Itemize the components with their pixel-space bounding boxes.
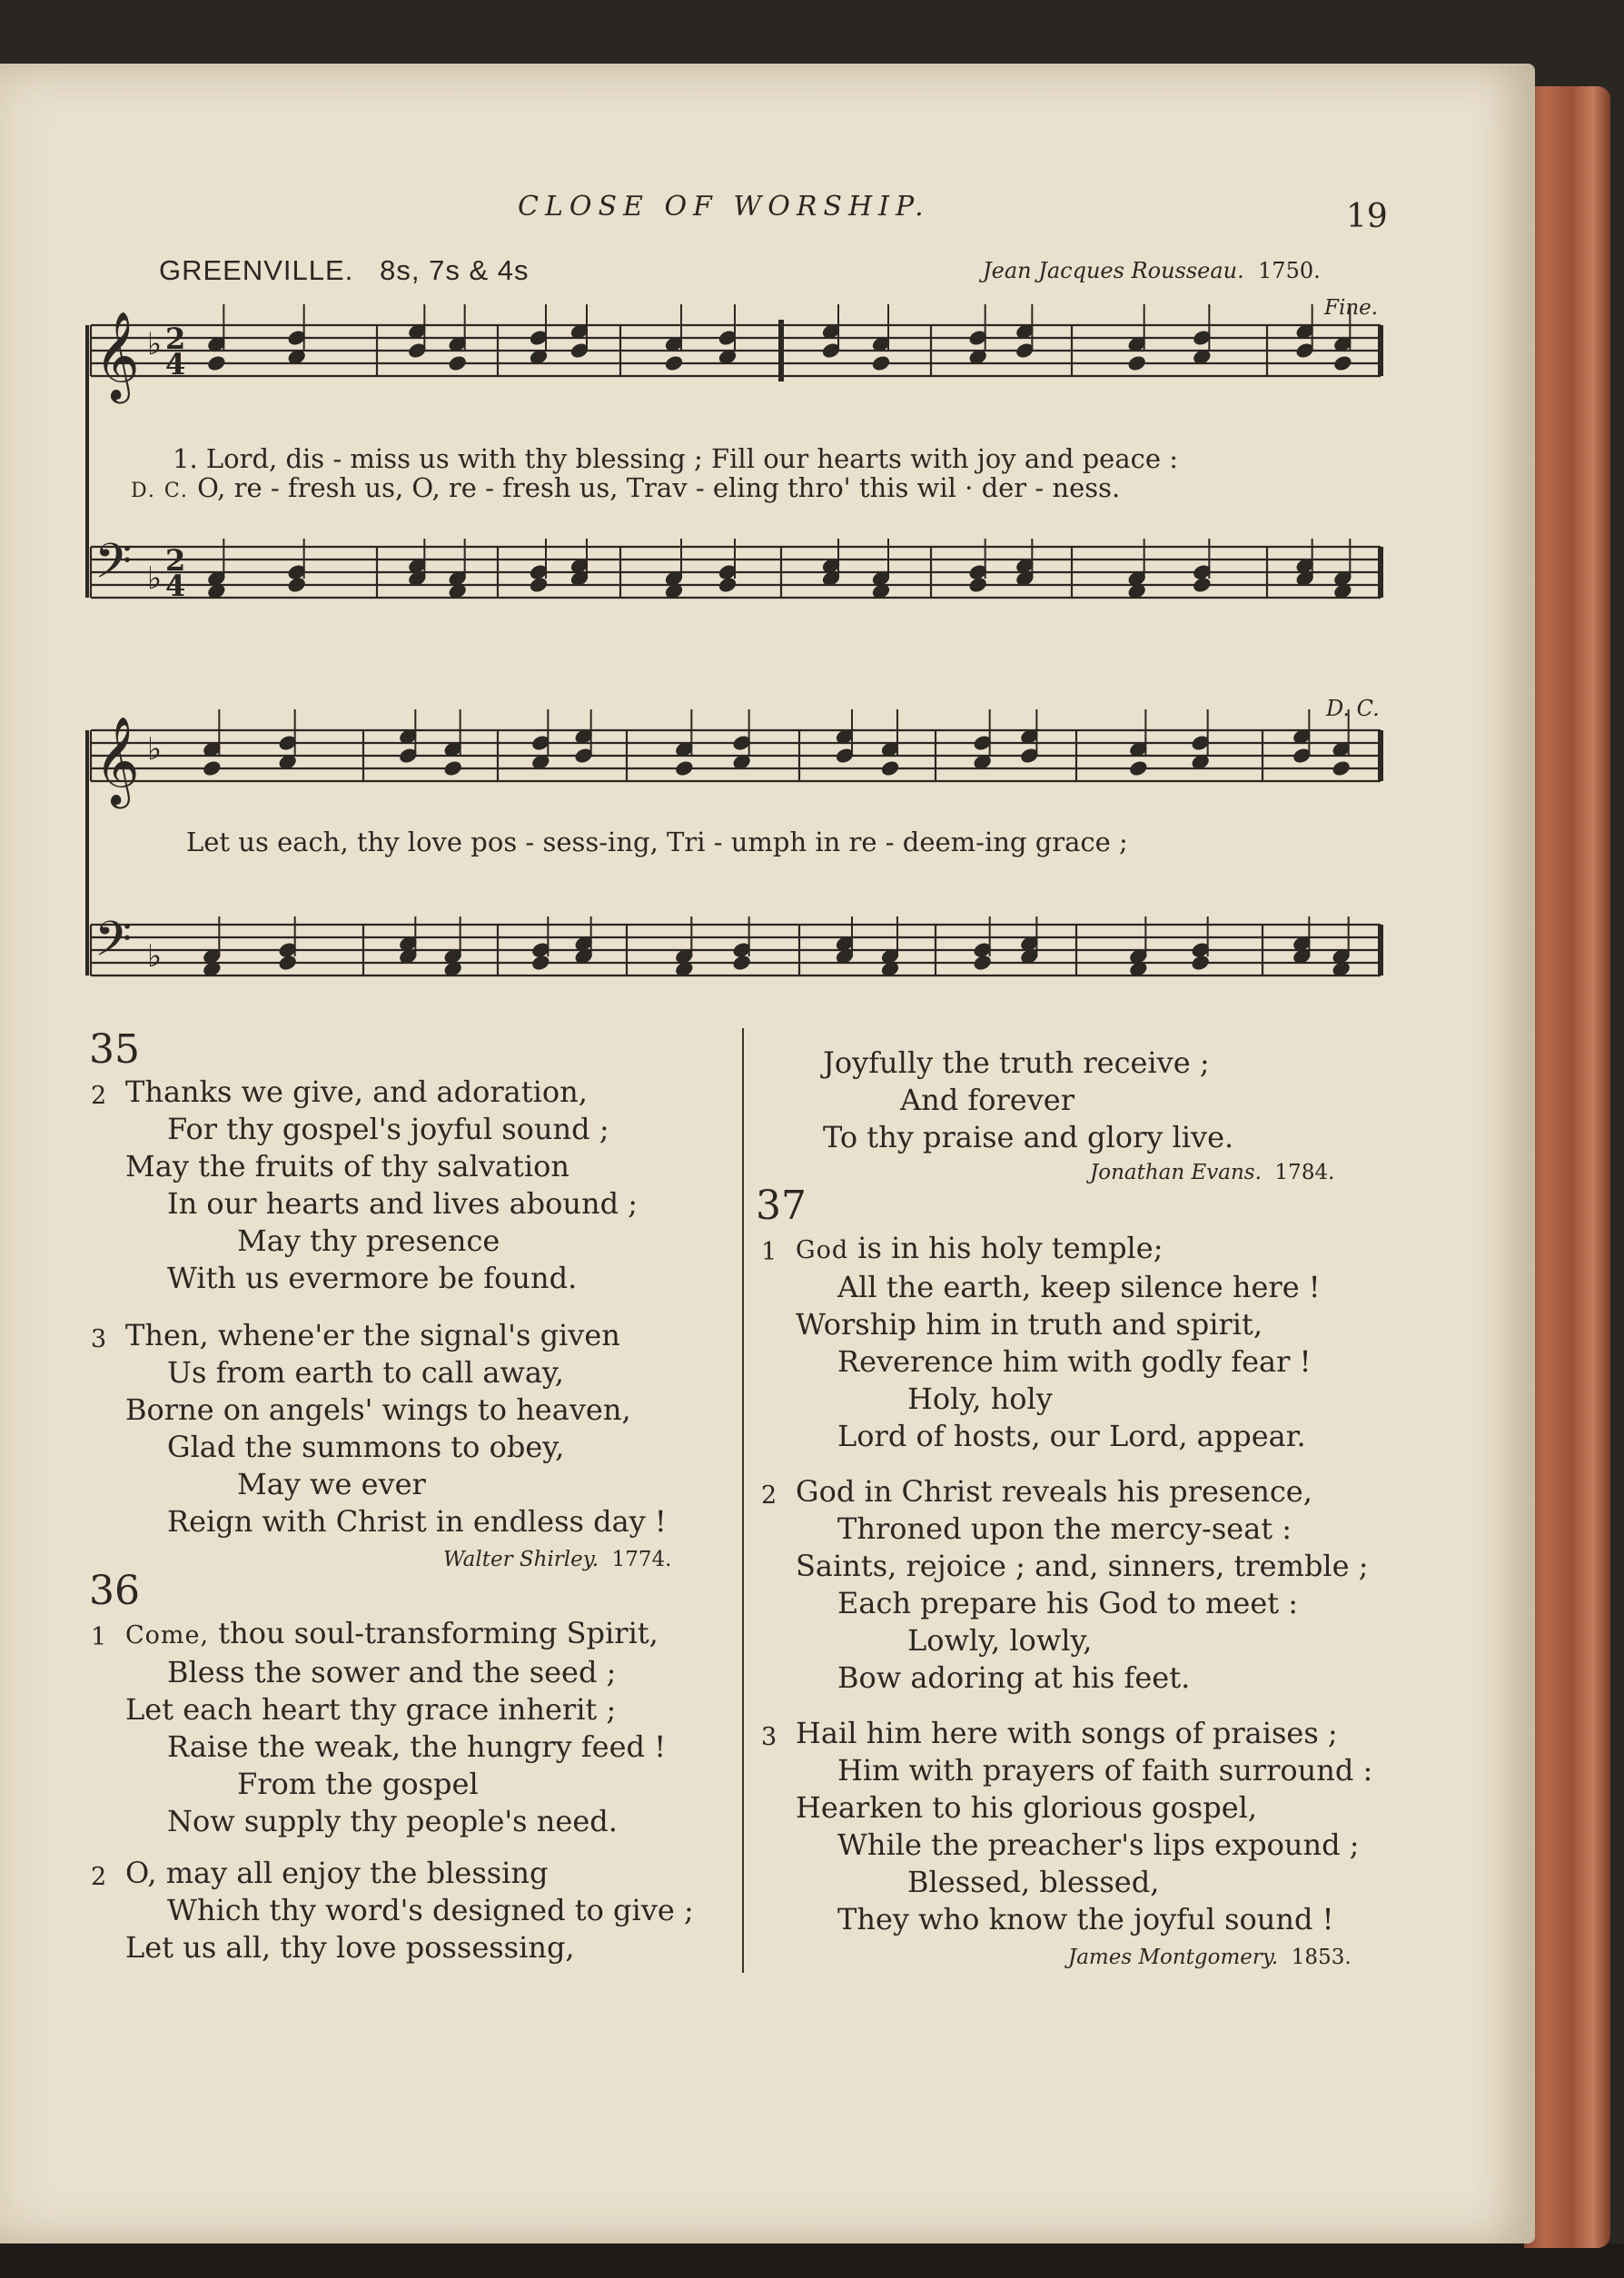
- note-head: [1127, 354, 1147, 371]
- verse-line: Thanks we give, and adoration,: [125, 1075, 588, 1109]
- verse-line: Him with prayers of faith surround :: [837, 1753, 1373, 1788]
- author: Walter Shirley.: [443, 1548, 599, 1571]
- note-head: [968, 576, 988, 593]
- hymn-number-37: 37: [756, 1183, 807, 1229]
- verse-line: From the gospel: [237, 1767, 479, 1801]
- hymn-35-attribution: [443, 1548, 672, 1571]
- column-divider: [742, 1028, 744, 1973]
- first-word: Come,: [125, 1621, 210, 1649]
- flat-key-signature: ♭: [147, 326, 163, 362]
- verse-line: With us evermore be found.: [167, 1261, 578, 1295]
- hymn-36-verse-2-continued: [823, 1045, 1233, 1156]
- treble-clef: 𝄞: [94, 716, 140, 805]
- verse-number: 2: [91, 1863, 107, 1891]
- tune-title: [159, 254, 530, 287]
- verse-number: 1: [761, 1238, 777, 1266]
- note-head: [287, 576, 307, 593]
- first-line-rest: thou soul-transforming Spirit,: [209, 1616, 659, 1650]
- note-head: [718, 576, 738, 593]
- note-head: [1192, 576, 1212, 593]
- composer-name: Jean Jacques Rousseau.: [983, 258, 1244, 283]
- note-head: [973, 954, 993, 971]
- verse-line: Us from earth to call away,: [167, 1355, 564, 1390]
- hymn-37-verse-3: [761, 1715, 1373, 1938]
- time-signature: 4: [165, 347, 186, 381]
- note-head: [1332, 759, 1352, 777]
- verse-line: Let each heart thy grace inherit ;: [125, 1692, 617, 1727]
- time-signature: 4: [165, 569, 186, 603]
- verse-number: 1: [91, 1623, 107, 1651]
- author-year: 1853.: [1291, 1946, 1352, 1969]
- verse-line: Raise the weak, the hungry feed !: [167, 1729, 667, 1764]
- bass-clef: 𝄢: [94, 534, 133, 601]
- running-header: CLOSE OF WORSHIP.: [518, 191, 930, 223]
- verse-number: 3: [761, 1723, 777, 1751]
- note-head: [1332, 354, 1352, 371]
- page-number: 19: [1346, 198, 1388, 235]
- note-head: [674, 759, 694, 777]
- verse-line: For thy gospel's joyful sound ;: [167, 1112, 609, 1146]
- flat-key-signature: ♭: [147, 731, 163, 768]
- note-head: [443, 759, 463, 777]
- verse-number: 3: [91, 1325, 107, 1353]
- note-head: [530, 954, 550, 971]
- verse-line: Bless the sower and the seed ;: [167, 1655, 617, 1689]
- verse-line: Now supply thy people's need.: [167, 1804, 618, 1838]
- note-head: [1191, 954, 1211, 971]
- composer-year: 1750.: [1258, 258, 1321, 283]
- verse-line: They who know the joyful sound !: [837, 1902, 1334, 1936]
- note-head: [529, 576, 549, 593]
- hymn-35-verse-3: [91, 1317, 667, 1540]
- author-year: 1784.: [1274, 1161, 1335, 1184]
- verse-line: Reverence him with godly fear !: [837, 1344, 1312, 1379]
- fine-mark: Fine.: [1324, 296, 1379, 320]
- verse-line: Hearken to his glorious gospel,: [796, 1790, 1258, 1825]
- verse-line: May thy presence: [237, 1223, 500, 1258]
- verse-line: Reign with Christ in endless day !: [167, 1504, 667, 1539]
- treble-clef: 𝄞: [94, 311, 140, 400]
- hymn-35-verse-2: [91, 1074, 639, 1297]
- verse-line: Worship him in truth and spirit,: [796, 1307, 1263, 1342]
- note-head: [664, 354, 684, 371]
- note-head: [206, 354, 226, 371]
- hymn-37-verse-1: [761, 1230, 1321, 1455]
- verse-line: Then, whene'er the signal's given: [125, 1318, 620, 1352]
- lyric-line-1: 1. Lord, dis - miss us with thy blessing ; Fill our hearts with joy and peace :: [173, 443, 1179, 474]
- verse-line-first: [796, 1230, 1321, 1269]
- note-head: [1128, 759, 1148, 777]
- verse-line: Joyfully the truth receive ;: [823, 1045, 1210, 1080]
- verse-line: Lowly, lowly,: [907, 1623, 1093, 1658]
- verse-line: Lord of hosts, our Lord, appear.: [837, 1419, 1306, 1453]
- lyric-line-2-text: O, re - fresh us, O, re - fresh us, Trav - eling thro' this wil · der - ness.: [188, 472, 1121, 503]
- note-head: [448, 354, 468, 371]
- bass-clef: 𝄢: [94, 912, 133, 979]
- author-year: 1774.: [611, 1548, 672, 1571]
- verse-line: All the earth, keep silence here !: [837, 1270, 1321, 1304]
- note-head: [732, 954, 752, 971]
- verse-number: 2: [761, 1481, 777, 1510]
- flat-key-signature: ♭: [147, 560, 163, 597]
- composer-credit: [983, 258, 1321, 283]
- dc-mark: D. C.: [1326, 696, 1380, 721]
- note-head: [202, 759, 222, 777]
- tune-name: GREENVILLE.: [159, 254, 354, 286]
- verse-line-first: [125, 1615, 666, 1654]
- verse-line: While the preacher's lips expound ;: [837, 1827, 1360, 1862]
- lyric-line-2: [131, 472, 1120, 503]
- verse-line: Hail him here with songs of praises ;: [796, 1716, 1338, 1750]
- verse-line: And forever: [900, 1083, 1075, 1117]
- time-signature: 2: [165, 543, 186, 578]
- hymn-36-attribution: [1090, 1161, 1334, 1184]
- verse-line: Saints, rejoice ; and, sinners, tremble ;: [796, 1549, 1369, 1583]
- verse-line: Which thy word's designed to give ;: [167, 1893, 694, 1927]
- tune-meter: 8s, 7s & 4s: [380, 254, 530, 286]
- verse-line: To thy praise and glory live.: [823, 1120, 1234, 1154]
- hymn-37-verse-2: [761, 1473, 1369, 1697]
- verse-line: God in Christ reveals his presence,: [796, 1474, 1312, 1509]
- verse-line: Glad the summons to obey,: [167, 1430, 565, 1464]
- time-signature: 2: [165, 322, 186, 356]
- verse-number: 2: [91, 1082, 107, 1110]
- note-head: [871, 354, 891, 371]
- hymn-37-attribution: [1068, 1946, 1352, 1969]
- note-head: [278, 954, 298, 971]
- note-head: [880, 759, 900, 777]
- first-word: God: [796, 1236, 849, 1264]
- verse-line: Each prepare his God to meet :: [837, 1586, 1299, 1620]
- flat-key-signature: ♭: [147, 938, 163, 975]
- hymn-number-36: 36: [89, 1568, 140, 1614]
- verse-line: Holy, holy: [907, 1382, 1053, 1416]
- verse-line: O, may all enjoy the blessing: [125, 1856, 549, 1890]
- verse-line: Blessed, blessed,: [907, 1865, 1160, 1899]
- verse-line: Borne on angels' wings to heaven,: [125, 1392, 631, 1427]
- hymn-number-35: 35: [89, 1026, 140, 1073]
- verse-line: In our hearts and lives abound ;: [167, 1186, 639, 1221]
- dc-prefix: D. C.: [131, 480, 189, 502]
- author: James Montgomery.: [1068, 1946, 1279, 1969]
- author: Jonathan Evans.: [1090, 1161, 1262, 1184]
- hymn-36-verse-2: [91, 1855, 694, 1966]
- verse-line: May we ever: [237, 1467, 426, 1501]
- lyric-line-3: Let us each, thy love pos - sess-ing, Tri - umph in re - deem-ing grace ;: [186, 827, 1128, 857]
- first-line-rest: is in his holy temple;: [848, 1231, 1164, 1265]
- verse-line: Throned upon the mercy-seat :: [837, 1511, 1292, 1546]
- hymn-36-verse-1: [91, 1615, 667, 1840]
- verse-line: Bow adoring at his feet.: [837, 1660, 1191, 1695]
- verse-line: May the fruits of thy salvation: [125, 1149, 569, 1184]
- verse-line: Let us all, thy love possessing,: [125, 1930, 575, 1965]
